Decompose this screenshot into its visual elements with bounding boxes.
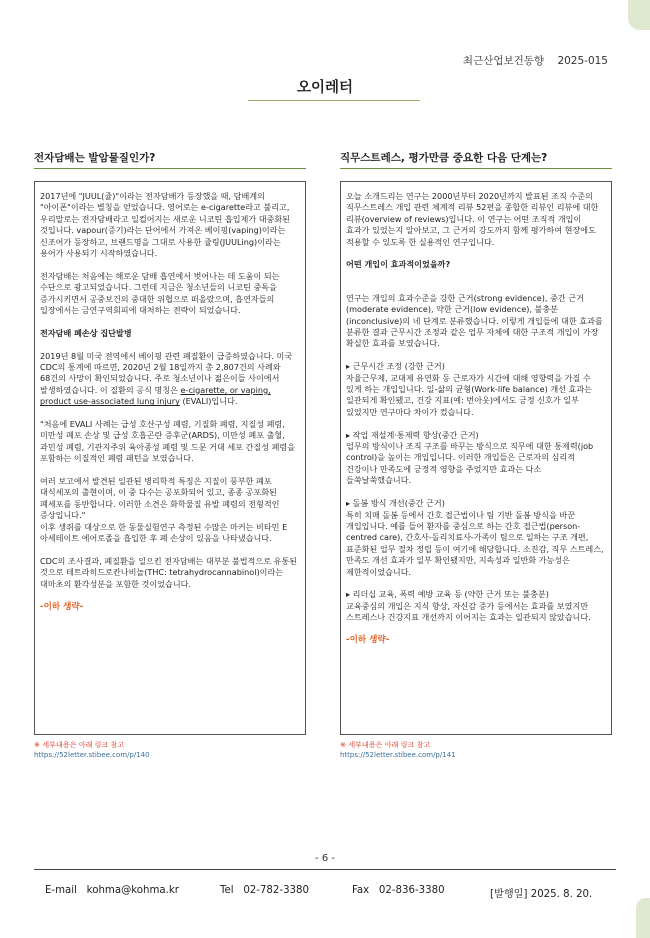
publish-date: [발행일] 2025. 8. 20.: [490, 889, 593, 900]
right-item-1-text: 자율근무제, 교대제 유연화 등 근로자가 시간에 대해 영향력을 가질 수 있게 하는 개입입니다. 일-삶의 균형(Work-life balance) 개선 효과는 일관되게 확인됐고, 건강 지표(예: 번아웃)에서도 긍정 신호가 일부 있었지만 연구마다 차이가 컸습니다.: [346, 372, 592, 417]
left-article-heading: 전자담배는 발암물질인가?: [34, 150, 306, 169]
tel-label: Tel: [220, 885, 234, 896]
left-reference-link[interactable]: https://52letter.stibee.com/p/140: [34, 751, 150, 759]
page-title: 오이레터: [296, 80, 354, 96]
right-subheading: 어떤 개입이 효과적이었을까?: [346, 259, 451, 270]
left-paragraph-3: [40, 351, 301, 408]
right-item-4-title: ▸ 리더십 교육, 폭력 예방 교육 등 (약한 근거 또는 불충분): [346, 589, 549, 600]
right-item-3-text: 특히 치매 돌봄 등에서 간호 접근법이나 팀 기반 돌봄 방식을 바꾼 개입입니다. 예를 들어 환자를 중심으로 하는 간호 접근법(person-centred care), 간호사-돌리치료사-가족이 팀으로 일하는 구조 개편, 표준화된 업무 절차 정립 등이 여기에 해당합니다. 소진감, 직무 스트레스, 만족도 개선 효과가 일부 확인됐지만, 지속성과 일반화 가능성은 제한적이었습니다.: [346, 509, 604, 577]
right-reference-link[interactable]: https://52letter.stibee.com/p/141: [340, 751, 456, 759]
left-paragraph-5: 여러 보고에서 발견된 일관된 병리학적 특징은 지질이 풍부한 폐포 대식세포의 출현이며, 이 중 다수는 공포화되어 있고, 종종 공포화된 폐세포를 동반합니다. 이러한 소견은 화학물질 유발 폐렴의 전형적인 증상입니다." 이후 생쥐를 대상으로 한 동물실험연구 측정된 수많은 마커는 비타민 E 아세테이트 에어로졸을 흡입한 후 폐 손상이 있음을 나타냈습니다.: [40, 476, 288, 544]
footer-email: [45, 885, 179, 896]
right-item-4-text: 교육중심의 개입은 지식 향상, 자신감 증가 등에서는 효과를 보였지만 스트레스나 건강지표 개선까지 이어지는 효과는 일관되지 않았습니다.: [346, 600, 591, 623]
fax-label: Fax: [352, 885, 370, 896]
right-intro: 오늘 소개드리는 연구는 2000년부터 2020년까지 발표된 조직 수준의 직무스트레스 개입 관련 체계적 리뷰 52편을 종합한 리뷰인 리뷰에 대한 리뷰(overview of reviews)입니다. 이 연구는 어떤 조직적 개입이 효과가 있었는지 알아보고, 그 근거의 강도까지 함께 평가하여 현장에도 적용할 수 있도록 한 실용적인 연구입니다.: [346, 191, 599, 247]
page-number: - 6 -: [315, 853, 335, 864]
left-paragraph-1: 2017년에 "JUUL(쥴)"이라는 전자담배가 등장했을 때, 담배계의 "아이폰"이라는 별칭을 얻었습니다. 영어로는 e-cigarette라고 불리고, 우리말로는 전자담배라고 일컬어지는 새로운 니코틴 흡입제가 대중화된 것입니다. vapour(증기)라는 단어에서 가져온 베이핑(vaping)이라는 신조어가 등장하고, 브랜드명을 그대로 사용한 쥴링(JUULing)이라는 용어가 사용되기 시작하였습니다.: [40, 191, 290, 259]
left-reference-note: ※ 세부내용은 아래 링크 참고: [34, 740, 125, 749]
left-omitted-label: -이하 생략-: [40, 601, 84, 612]
right-article-heading: 직무스트레스, 평가만큼 중요한 다음 단계는?: [340, 150, 612, 169]
right-item-1-title: ▸ 근무시간 조정 (강한 근거): [346, 361, 445, 372]
right-item-2-title: ▸ 작업 재설계·통제력 향상(중간 근거): [346, 429, 479, 440]
right-item-1: [346, 361, 607, 418]
left-paragraph-3-end: (EVALI)입니다.: [179, 396, 238, 407]
right-article-box: [340, 181, 612, 735]
right-reference-note: ※ 세부내용은 아래 링크 참고: [340, 740, 431, 749]
left-paragraph-6: CDC의 조사결과, 폐질환을 일으킨 전자담배는 대부분 불법적으로 유통된 것으로 테트라히드로칸나비놀(THC: tetrahydrocannabinol)이라는 대마초의 환각성분을 포함한 것이었습니다.: [40, 555, 298, 589]
right-item-2-text: 업무의 방식이나 조직 구조를 바꾸는 방식으로 직무에 대한 통제력(job control)을 높이는 개입입니다. 이러한 개입들은 근로자의 심리적 건강이나 만족도에 긍정적 영향을 주었지만 효과는 다소 들쑥날쑥했습니다.: [346, 441, 594, 486]
title-underline: [248, 100, 420, 101]
left-column: [34, 150, 306, 760]
right-omitted-label: -이하 생략-: [346, 634, 390, 645]
left-paragraph-4: "처음에 EVALI 사례는 급성 호산구성 폐렴, 기질화 폐렴, 지질성 폐렴, 미만성 폐포 손상 및 급성 호흡곤란 증후군(ARDS), 미만성 폐포 출혈, 과민성 폐렴, 기관지주위 육아종성 폐렴 및 드문 거대 세포 간질성 폐렴을 포함하는 이질적인 폐렴 패턴을 보였습니다.: [40, 419, 296, 464]
issue-header: [463, 53, 608, 68]
left-paragraph-2: 전자담배는 처음에는 해로운 담배 흡연에서 벗어나는 데 도움이 되는 수단으로 광고되었습니다. 그런데 지금은 청소년들의 니코틴 중독을 증가시키면서 공중보건의 중대한 위협으로 떠올랐으며, 흡연자들의 입장에서는 금연구역회피에 대처하는 전략이 되었습니다.: [40, 270, 280, 316]
left-paragraph-3-start: 2019년 8월 미국 전역에서 베이핑 관련 폐질환이 급증하였습니다. 미국 CDC의 통계에 따르면, 2020년 2월 18일까지 총 2,807건의 사례와 68건의 사망이 확인되었습니다. 주로 청소년이나 젊은이들 사이에서 발생하였습니다. 이 질환의 공식 명칭은: [40, 350, 293, 395]
right-paragraph-2: 연구는 개입의 효과수준을 강한 근거(strong evidence), 중간 근거(moderate evidence), 약한 근거(low evidence), 불충분(inconclusive)의 네 단계로 분류했습니다. 이렇게 개입들에 대한 효과를 분류한 결과 근무시간 조정과 같은 업무 자체에 대한 구조적 개입이 가장 확실한 효과를 보였습니다.: [346, 292, 603, 349]
corner-decoration-bottom: [636, 898, 650, 938]
right-item-2: [346, 430, 607, 487]
email-address[interactable]: kohma@kohma.kr: [86, 885, 179, 896]
footer-fax: [352, 885, 445, 896]
right-column: [340, 150, 612, 760]
evali-term: e-cigarette, or vaping, product use-associated lung injury: [40, 384, 271, 407]
left-subheading: 전자담배 폐손상 집단발병: [40, 327, 132, 338]
fax-number: 02-836-3380: [378, 885, 445, 896]
email-label: E-mail: [45, 885, 77, 896]
right-item-3-title: ▸ 돌봄 방식 개선(중간 근거): [346, 498, 445, 509]
right-item-3: [346, 498, 607, 578]
publication-name: 최근산업보건동향: [462, 55, 545, 67]
footer-divider: [34, 869, 616, 870]
issue-number: 2025-015: [557, 55, 608, 67]
corner-decoration-top: [628, 0, 650, 30]
tel-number: 02-782-3380: [243, 885, 309, 896]
footer-tel: [220, 885, 309, 896]
right-item-4: [346, 589, 607, 623]
left-article-box: [34, 181, 306, 735]
